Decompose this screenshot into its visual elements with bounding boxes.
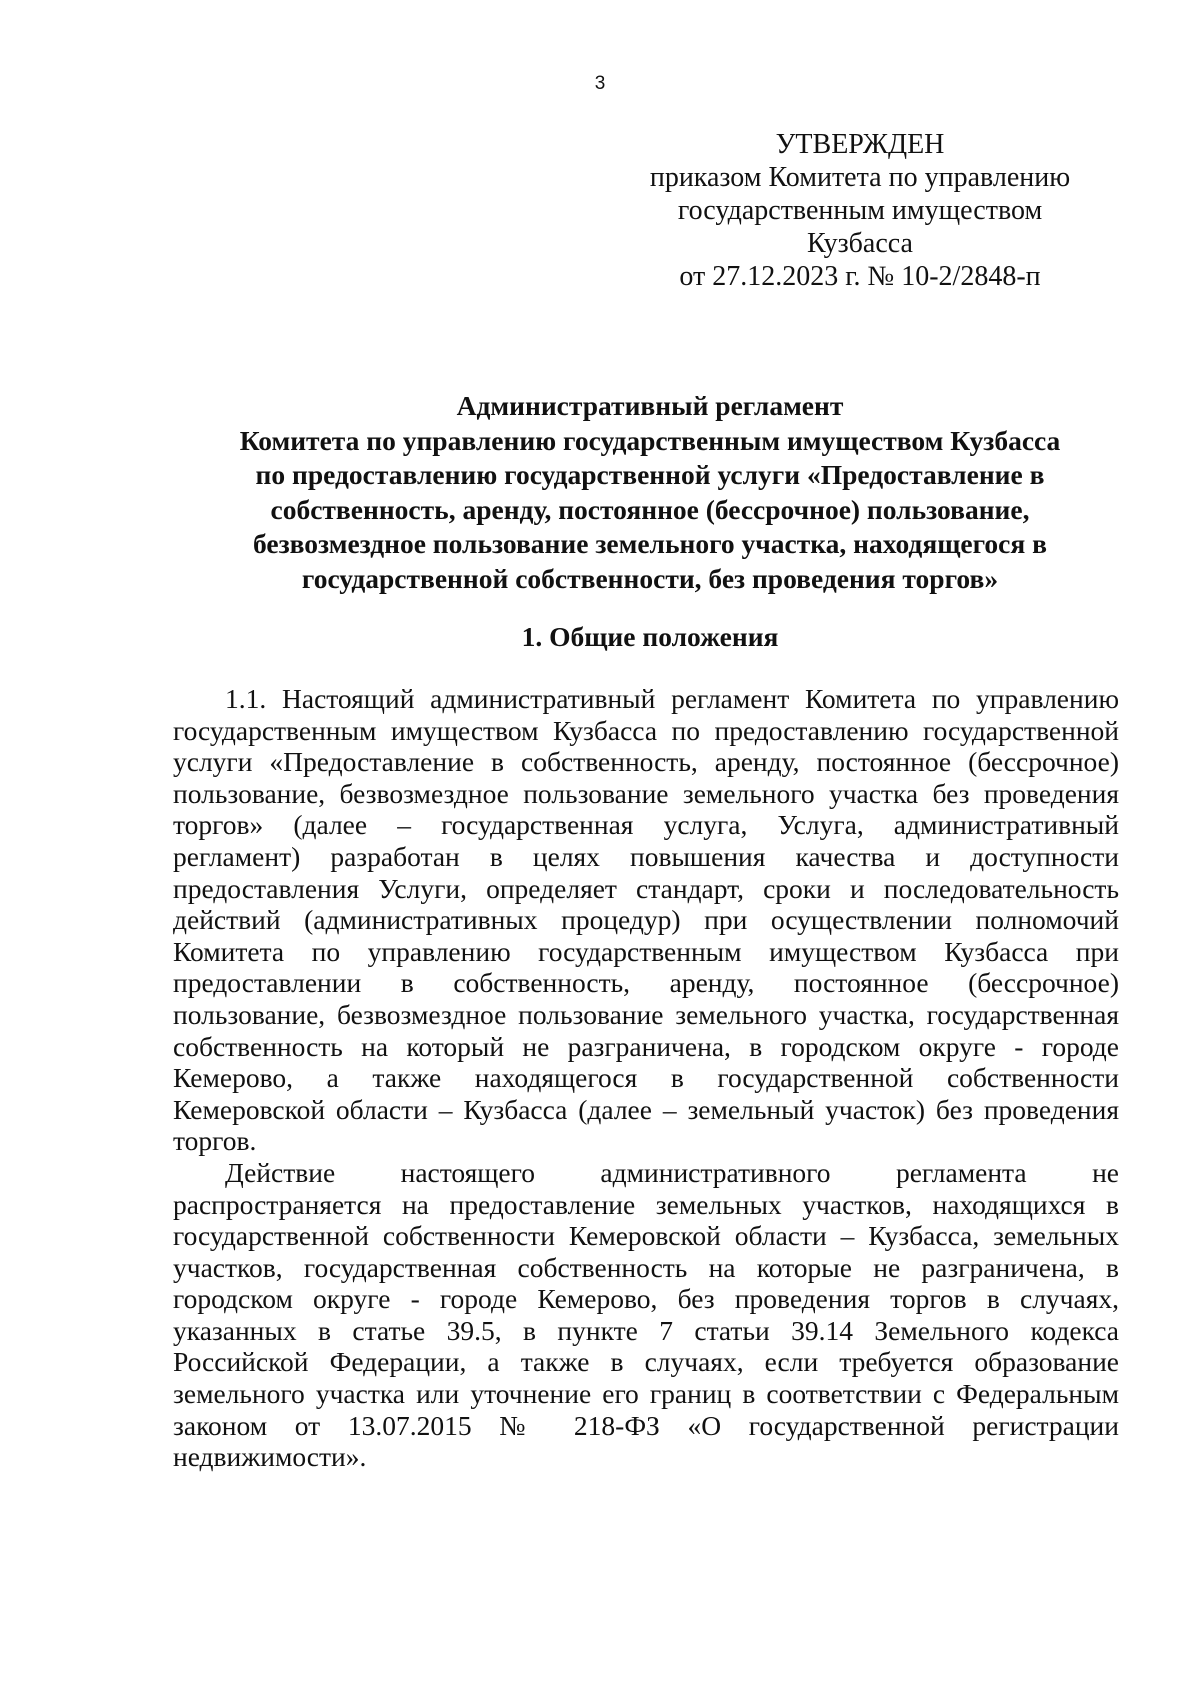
paragraph-line: государственным имуществом Кузбасса по предоставлению государственной (173, 714, 1119, 746)
section-heading: 1. Общие положения (521, 621, 779, 652)
document-title (170, 389, 1130, 596)
paragraph-line: торгов. (173, 1125, 257, 1157)
title-line: Комитета по управлению государственным имуществом Кузбасса (239, 424, 1061, 456)
approval-line: государственным имуществом (677, 195, 1043, 226)
approval-line: Кузбасса (807, 228, 913, 259)
paragraph-line: 1.1. Настоящий административный регламент Комитета по управлению (225, 683, 1119, 714)
paragraph-line: распространяется на предоставление земельных участков, находящихся в (173, 1188, 1119, 1220)
approval-line: приказом Комитета по управлению (649, 162, 1071, 193)
paragraph-line: Комитета по управлению государственным имуществом Кузбасса при (173, 935, 1119, 967)
paragraph-line: собственность на который не разграничена, в городском округе - городе (173, 1030, 1119, 1062)
title-line: по предоставлению государственной услуги «Предоставление в (255, 459, 1045, 490)
paragraph-line: Кемеровской области – Кузбасса (далее – земельный участок) без проведения (173, 1093, 1119, 1125)
paragraph-line: предоставлении в собственность, аренду, постоянное (бессрочное) (173, 967, 1119, 999)
approval-order-date-number: от 27.12.2023 г. № 10-2/2848-п (679, 261, 1041, 292)
paragraph-line: законом от 13.07.2015 № 218-ФЗ «О государственной регистрации (173, 1409, 1119, 1441)
paragraph-line: участков, государственная собственность на которые не разграничена, в (173, 1251, 1119, 1283)
paragraph-line: услуги «Предоставление в собственность, аренду, постоянное (бессрочное) (173, 746, 1119, 778)
paragraph-2 (173, 1157, 1119, 1473)
approval-status: УТВЕРЖДЕН (775, 129, 945, 160)
paragraph-line: Действие настоящего административного регламента не (225, 1156, 1119, 1188)
body-text (173, 683, 1119, 1473)
paragraph-line: действий (административных процедур) при осуществлении полномочий (173, 904, 1119, 936)
paragraph-line: земельного участка или уточнение его границ в соответствии с Федеральным (173, 1378, 1119, 1410)
paragraph-line: Кемерово, а также находящегося в государственной собственности (173, 1062, 1119, 1094)
paragraph-line: Российской Федерации, а также в случаях, если требуется образование (173, 1346, 1119, 1378)
title-line: безвозмездное пользование земельного участка, находящегося в (253, 528, 1047, 559)
page-number: 3 (594, 73, 606, 94)
paragraph-line: недвижимости». (173, 1441, 367, 1473)
paragraph-line: указанных в статье 39.5, в пункте 7 статьи 39.14 Земельного кодекса (173, 1314, 1119, 1346)
paragraph-1 (173, 683, 1119, 1157)
paragraph-line: пользование, безвозмездное пользование земельного участка, государственная (173, 998, 1119, 1030)
paragraph-line: пользование, безвозмездное пользование земельного участка без проведения (173, 777, 1119, 809)
paragraph-line: государственной собственности Кемеровской области – Кузбасса, земельных (173, 1220, 1119, 1252)
title-line: государственной собственности, без проведения торгов» (301, 562, 999, 594)
paragraph-line: регламент) разработан в целях повышения качества и доступности (173, 840, 1119, 872)
approval-stamp (640, 128, 1080, 293)
title-line: собственность, аренду, постоянное (бессрочное) пользование, (270, 493, 1030, 525)
paragraph-line: торгов» (далее – государственная услуга, Услуга, административный (173, 809, 1119, 841)
paragraph-line: городском округе - городе Кемерово, без проведения торгов в случаях, (173, 1283, 1119, 1315)
title-line: Административный регламент (456, 390, 844, 421)
paragraph-line: предоставления Услуги, определяет стандарт, сроки и последовательность (173, 872, 1119, 904)
